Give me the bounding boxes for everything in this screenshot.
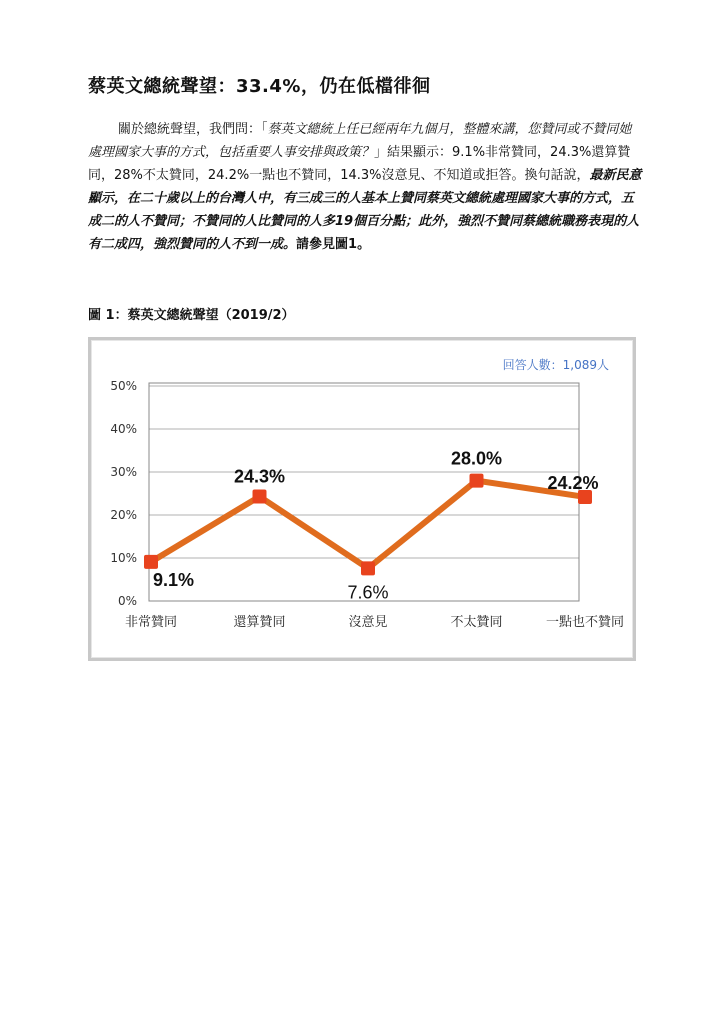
series-line <box>151 481 585 569</box>
paragraph-diff-number: 19 <box>335 214 354 229</box>
survey-question: 蔡英文總統上任已經兩年九個月，整體來講，您贊同或不贊同她處理國家大事的方式，包括重要人事安排與政策？ <box>88 122 632 160</box>
x-tick-label: 還算贊同 <box>233 615 286 630</box>
paragraph-results: 」結果顯示：9.1%非常贊同，24.3%還算贊同，28%不太贊同，24.2%一點也不贊同，14.3%沒意見、不知道或拒答。換句話說， <box>88 145 631 183</box>
paragraph-summary-tail: 個百分點；此外，強烈不贊同蔡總統職務表現的人有二成四，強烈贊同的人不到一成。 <box>88 214 640 252</box>
x-tick-label: 一點也不贊同 <box>545 615 625 630</box>
data-point-marker <box>361 561 375 575</box>
y-tick-label: 50% <box>110 379 137 393</box>
y-tick-label: 20% <box>110 508 137 522</box>
y-tick-label: 40% <box>110 422 137 436</box>
x-tick-label: 非常贊同 <box>124 615 178 630</box>
body-paragraph <box>88 118 644 256</box>
figure-caption: 圖 1：蔡英文總統聲望（2019/2） <box>88 308 295 323</box>
y-tick-label: 10% <box>110 551 137 565</box>
respondent-count: 回答人數：1,089人 <box>502 358 609 372</box>
data-label: 28.0% <box>450 448 503 469</box>
y-tick-label: 0% <box>117 594 137 608</box>
line-chart <box>91 340 633 658</box>
data-point-marker <box>144 555 158 569</box>
see-figure-text: 請參見圖 <box>296 237 349 252</box>
paragraph-summary: 最新民意顯示，在二十歲以上的台灣人中，有三成三的人基本上贊同蔡英文總統處理國家大事的方式，五成二的人不贊同；不贊同的人比贊同的人多 <box>88 168 642 229</box>
data-label: 9.1% <box>153 569 195 590</box>
page-title: 蔡英文總統聲望：33.4%，仍在低檔徘徊 <box>88 76 431 97</box>
data-label: 7.6% <box>347 582 389 603</box>
chart-frame <box>88 337 636 661</box>
data-point-marker <box>253 490 267 504</box>
data-point-marker <box>470 474 484 488</box>
data-label: 24.3% <box>233 466 286 487</box>
data-label: 24.2% <box>547 472 599 493</box>
y-tick-label: 30% <box>110 465 137 479</box>
x-tick-label: 不太贊同 <box>450 615 503 630</box>
x-tick-label: 沒意見 <box>348 615 388 630</box>
paragraph-period: 。 <box>357 237 371 252</box>
see-figure-number: 1 <box>348 237 358 252</box>
paragraph-intro: 關於總統聲望，我們問：「 <box>118 122 268 137</box>
